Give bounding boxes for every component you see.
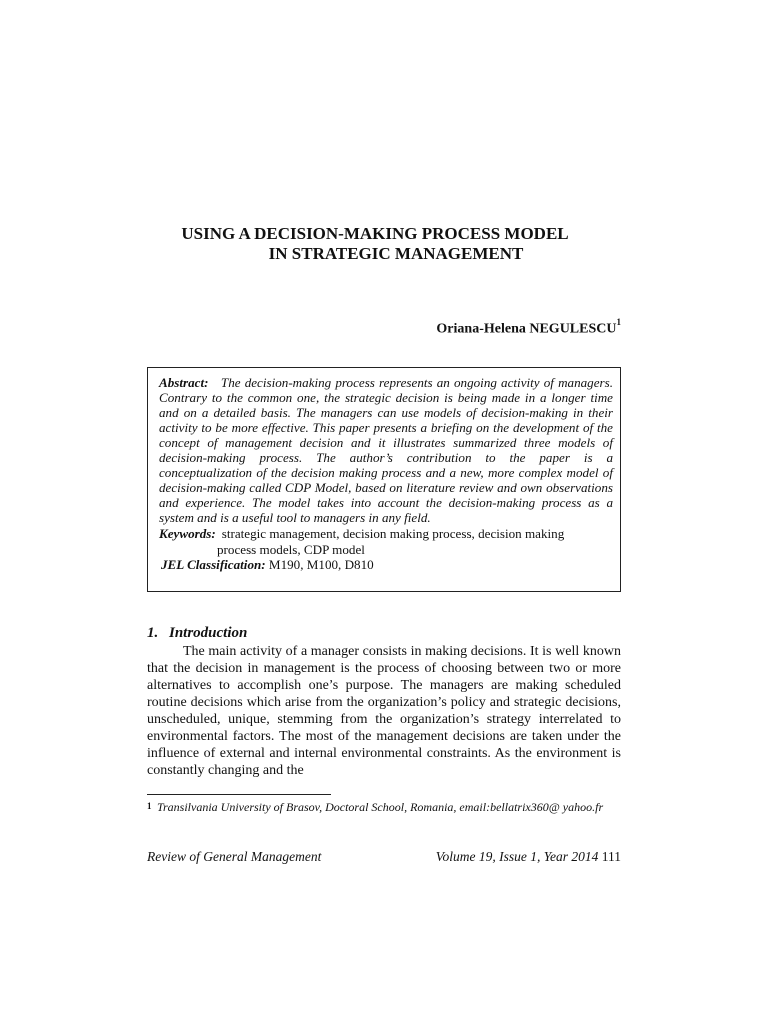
footer-issue-page [436, 849, 621, 865]
jel-label: JEL Classification: [161, 557, 266, 572]
keywords-row-2 [159, 542, 613, 557]
page-number: 111 [601, 849, 621, 864]
keywords-line2: process models, CDP model [217, 542, 365, 557]
keywords-line1: strategic management, decision making process, decision making [221, 526, 565, 541]
abstract-paragraph [159, 375, 613, 525]
keywords-label: Keywords: [159, 526, 216, 541]
author-text: Oriana-Helena NEGULESCU [436, 321, 617, 337]
paper-title-line2: IN STRATEGIC MANAGEMENT [268, 244, 524, 263]
abstract-label: Abstract: [159, 375, 209, 390]
abstract-box [147, 367, 621, 592]
jel-value: M190, M100, D810 [268, 557, 374, 572]
keywords-value [216, 526, 565, 541]
intro-paragraph [147, 643, 621, 779]
keywords-row [159, 526, 613, 541]
jel-row [161, 557, 613, 572]
section-title: Introduction [169, 625, 248, 641]
author-footnote-mark: 1 [616, 317, 621, 327]
footnote-separator [147, 794, 331, 795]
footnote [147, 800, 621, 815]
section-heading [147, 625, 247, 642]
paper-title-line1: USING A DECISION-MAKING PROCESS MODEL [181, 224, 569, 243]
author-name [436, 319, 621, 338]
abstract-text: The decision-making process represents an ongoing activity of managers. Contrary to the common one, the strategic decision is being made in a longer time and on a detailed basis. The managers can use models of decision-making in their activity to be more effective. This paper presents a briefing on the development of the concept of management decision and it illustrates summarized three models of decision-making process. The author’s contribution to the paper is a conceptualization of the decision making process and a new, more complex model of decision-making called CDP Model, based on literature review and own observations and experience. The model takes into account the decision-making process as a system and is a useful tool to managers in any field. [159, 375, 613, 525]
footnote-mark: 1 [147, 801, 152, 811]
footnote-text: Transilvania University of Brasov, Doctoral School, Romania, email:bellatrix360@ yahoo.fr [157, 800, 604, 814]
footer-issue: Volume 19, Issue 1, Year 2014 [435, 849, 599, 864]
intro-text: The main activity of a manager consists in making decisions. It is well known that the decision in management is the process of choosing between two or more alternatives to accomplish one’s purpose. The managers are making scheduled routine decisions which arise from the organization’s policy and strategic decisions, unscheduled, unique, stemming from the organization’s strategy interrelated to environmental factors. The most of the management decisions are taken under the influence of external and internal environmental constraints. As the environment is constantly changing and the [147, 644, 621, 778]
section-number: 1. [147, 625, 159, 641]
footer-journal: Review of General Management [147, 849, 322, 864]
page-footer [147, 849, 621, 865]
